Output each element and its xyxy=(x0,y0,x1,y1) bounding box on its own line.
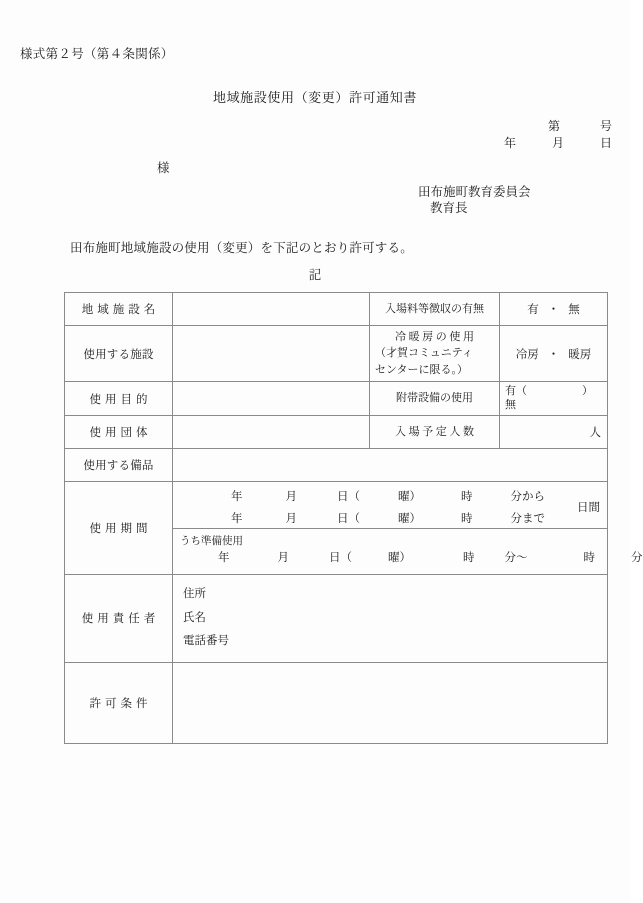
period-start-row[interactable] xyxy=(173,488,607,504)
table-row xyxy=(65,382,608,416)
permit-conditions-label: 許可条件 xyxy=(65,662,173,743)
period-start-weekday: 曜） xyxy=(398,491,421,503)
group-value[interactable] xyxy=(173,416,370,449)
equipment-value[interactable] xyxy=(173,449,608,482)
page-title: 地域施設使用（変更）許可通知書 xyxy=(212,90,417,105)
table-row xyxy=(65,416,608,449)
issuer-role: 教育長 xyxy=(430,200,468,215)
hvac-label-line3: センターに限る。） xyxy=(375,363,469,376)
permit-conditions-value[interactable] xyxy=(173,662,608,743)
form-number: 様式第２号（第４条関係） xyxy=(20,47,174,61)
hvac-value[interactable] xyxy=(500,326,608,382)
date-day-label: 日 xyxy=(599,136,612,150)
table-row xyxy=(65,449,608,482)
attendance-label: 入場予定人数 xyxy=(370,416,500,449)
purpose-value[interactable] xyxy=(173,382,370,416)
period-start-year: 年 xyxy=(231,491,243,503)
period-end-hour: 時 xyxy=(461,513,473,525)
hvac-label-line2: （才賀コミュニティ xyxy=(375,347,473,360)
hvac-separator: ・ xyxy=(547,348,560,361)
number-prefix-label: 第 xyxy=(547,119,560,133)
document-date-line xyxy=(504,134,612,151)
table-row xyxy=(65,326,608,382)
prep-start-minute: 分～ xyxy=(504,551,528,564)
preparation-caption: うち準備使用 xyxy=(180,536,243,547)
prep-end-hour: 時 xyxy=(583,551,595,564)
prep-weekday: 曜） xyxy=(388,551,411,564)
table-row xyxy=(65,293,608,326)
facility-name-label: 地域施設名 xyxy=(65,293,173,326)
attached-equipment-label: 附帯設備の使用 xyxy=(370,382,500,416)
number-suffix-label: 号 xyxy=(599,119,612,133)
period-end-weekday: 曜） xyxy=(398,513,421,525)
period-start-minute: 分から xyxy=(510,491,545,503)
date-year-label: 年 xyxy=(503,136,516,150)
hvac-cooling[interactable]: 冷房 xyxy=(515,348,539,361)
prep-month: 月 xyxy=(277,551,289,564)
issuer-organization: 田布施町教育委員会 xyxy=(418,185,531,199)
permit-details-table xyxy=(64,292,643,744)
responsible-name-label: 氏名 xyxy=(183,611,206,624)
preparation-datetime-row[interactable] xyxy=(180,550,643,567)
facility-used-label: 使用する施設 xyxy=(65,326,173,382)
period-end-day: 日（ xyxy=(337,513,360,525)
admission-fee-value[interactable] xyxy=(500,293,608,326)
period-end-month: 月 xyxy=(285,513,297,525)
addressee-honorific: 様 xyxy=(157,161,170,175)
responsible-phone-label: 電話番号 xyxy=(183,635,229,648)
period-start-hour: 時 xyxy=(461,491,473,503)
prep-end-minute: 分 xyxy=(631,551,643,564)
attached-equipment-no[interactable]: 無 xyxy=(505,398,516,411)
table-row xyxy=(65,662,608,743)
issuer-block xyxy=(418,185,531,216)
responsible-person-value[interactable] xyxy=(173,575,608,663)
document-number-line xyxy=(548,117,612,134)
prep-start-hour: 時 xyxy=(463,551,475,564)
period-start-day: 日（ xyxy=(337,491,360,503)
group-label: 使用団体 xyxy=(65,416,173,449)
table-row xyxy=(65,575,608,663)
facility-used-value[interactable] xyxy=(173,326,370,382)
admission-fee-no[interactable]: 無 xyxy=(568,304,580,316)
ki-marker: 記 xyxy=(308,268,322,282)
hvac-heating[interactable]: 暖房 xyxy=(568,348,592,361)
facility-name-value[interactable] xyxy=(173,293,370,326)
period-datetime-cell[interactable] xyxy=(173,482,608,529)
attached-equipment-yes[interactable]: 有（ ） xyxy=(505,384,593,397)
responsible-address-label: 住所 xyxy=(183,588,206,600)
attached-equipment-value[interactable] xyxy=(500,382,608,416)
table-row xyxy=(65,482,608,529)
responsible-person-label: 使用責任者 xyxy=(65,575,173,663)
hvac-label xyxy=(370,326,500,382)
period-end-year: 年 xyxy=(231,513,243,525)
admission-fee-separator: ・ xyxy=(547,304,560,316)
period-label: 使用期間 xyxy=(65,482,173,575)
attendance-unit: 人 xyxy=(589,427,601,439)
period-end-row[interactable] xyxy=(173,510,607,526)
period-days-unit: 日間 xyxy=(577,502,600,514)
date-month-label: 月 xyxy=(551,136,564,150)
equipment-label: 使用する備品 xyxy=(65,449,173,482)
attendance-value[interactable] xyxy=(500,416,608,449)
admission-fee-label: 入場料等徴収の有無 xyxy=(370,293,500,326)
preparation-usage-cell[interactable] xyxy=(173,529,643,575)
prep-day: 日（ xyxy=(329,551,352,564)
period-end-minute: 分まで xyxy=(510,513,545,525)
prep-year: 年 xyxy=(218,551,230,564)
period-start-month: 月 xyxy=(285,491,297,503)
hvac-label-line1: 冷暖房の使用 xyxy=(394,330,477,343)
purpose-label: 使用目的 xyxy=(65,382,173,416)
admission-fee-yes[interactable]: 有 xyxy=(527,304,539,316)
permission-statement: 田布施町地域施設の使用（変更）を下記のとおり許可する。 xyxy=(70,241,413,255)
